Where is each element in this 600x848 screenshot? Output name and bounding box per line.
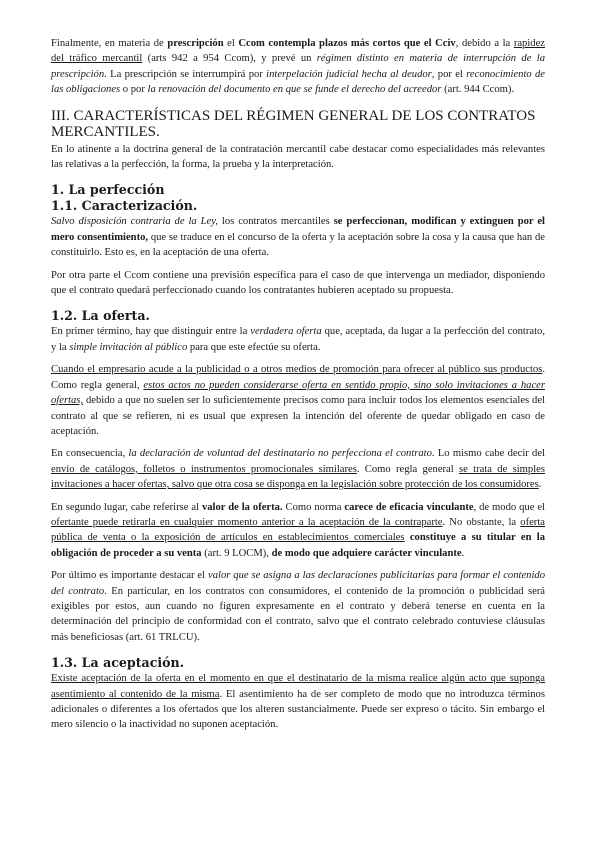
paragraph-valor-oferta: En segundo lugar, cabe referirse al valor de la oferta. Como norma carece de eficacia vinculante, de modo que el ofertante puede retirarla en cualquier momento anterior a la aceptación de la contraparte. No obstante, la oferta pública de venta o la exposición de artículos en establecimientos comerciales constituye a su titular en la obligación de proceder a su venta (art. 9 LOCM), de modo que adquiere carácter vinculante. <box>51 501 545 559</box>
paragraph-prescripcion: Finalmente, en materia de prescripción el Ccom contempla plazos más cortos que el Cciv, debido a la rapidez del tráfico mercantil (arts 942 a 954 Ccom), y prevé un régimen distinto en materia de interrupción de la prescripción. La prescripción se interrumpirá por interpelación judicial hecha al deudor, por el reconocimiento de las obligaciones o por la renovación del documento en que se funde el derecho del acreedor (art. 944 Ccom). <box>51 38 546 96</box>
paragraph-consentimiento: Salvo disposición contraria de la Ley, los contratos mercantiles se perfeccionan, modifican y extinguen por el mero consentimiento, que se traduce en el concurso de la oferta y la aceptación sobre la cosa y la causa que han de constituirlo. Esto es, en la aceptación de una oferta. <box>51 216 545 259</box>
heading-perfeccion: 1. La perfección <box>51 182 165 198</box>
heading-caracterizacion: 1.1. Caracterización. <box>51 198 198 214</box>
paragraph-publicidad: Cuando el empresario acude a la publicidad o a otros medios de promoción para ofrecer al público sus productos. Como regla general, estos actos no pueden considerarse oferta en sentido propio, sino solo invitaciones a hacer ofertas, debido a que no suelen ser lo suficientemente precisos como para incluir todos los elementos esenciales del contrato al que se refieren, ni es usual que expresen la intención del oferente de quedar obligado en caso de aceptación. <box>51 364 545 437</box>
paragraph-aceptacion: Existe aceptación de la oferta en el momento en que el destinatario de la misma realice algún acto que suponga asentimiento al contenido de la misma. El asentimiento ha de ser completo de modo que no introduzca términos adicionales o diferentes a los ofertados que los alteren sustancialmente. Puede ser expreso o tácito. Sin embargo el mero silencio o la inactividad no suponen aceptación. <box>51 673 545 731</box>
paragraph-verdadera-oferta: En primer término, hay que distinguir entre la verdadera oferta que, aceptada, da lugar a la perfección del contrato, y la simple invitación al público para que este efectúe su oferta. <box>51 326 545 353</box>
section-title: III. CARACTERÍSTICAS DEL RÉGIMEN GENERAL DE LOS CONTRATOS MERCANTILES. <box>51 107 536 140</box>
paragraph-intro: En lo atinente a la doctrina general de la contratación mercantil cabe destacar como especialidades más relevantes las relativas a la perfección, la forma, la prueba y la interpretación. <box>51 143 545 171</box>
paragraph-mediador: Por otra parte el Ccom contiene una previsión específica para el caso de que intervenga un mediador, disponiendo que el contrato quedará perfeccionado cuando los contratantes hubieren aceptado su propuesta. <box>51 269 545 297</box>
heading-aceptacion: 1.3. La aceptación. <box>51 655 185 671</box>
document-body <box>51 36 545 740</box>
paragraph-declaraciones-publicitarias: Por último es importante destacar el valor que se asigna a las declaraciones publicitarias para formar el contenido del contrato. En particular, en los contratos con consumidores, el contenido de la promoción o publicidad será exigibles por estos, aun cuando no figuren expresamente en el contrato y deberá tenerse en cuenta en la determinación del principio de conformidad con el contrato, salvo que el contrato celebrado contuviese cláusulas más beneficiosas (art. 61 TRLCU). <box>51 570 546 643</box>
heading-oferta: 1.2. La oferta. <box>51 308 150 324</box>
paragraph-consecuencia: En consecuencia, la declaración de voluntad del destinatario no perfecciona el contrato. Lo mismo cabe decir del envío de catálogos, folletos o instrumentos promocionales similares. Como regla general se trata de simples invitaciones a hacer ofertas, salvo que otra cosa se disponga en la legislación sobre protección de los consumidores. <box>51 448 545 491</box>
